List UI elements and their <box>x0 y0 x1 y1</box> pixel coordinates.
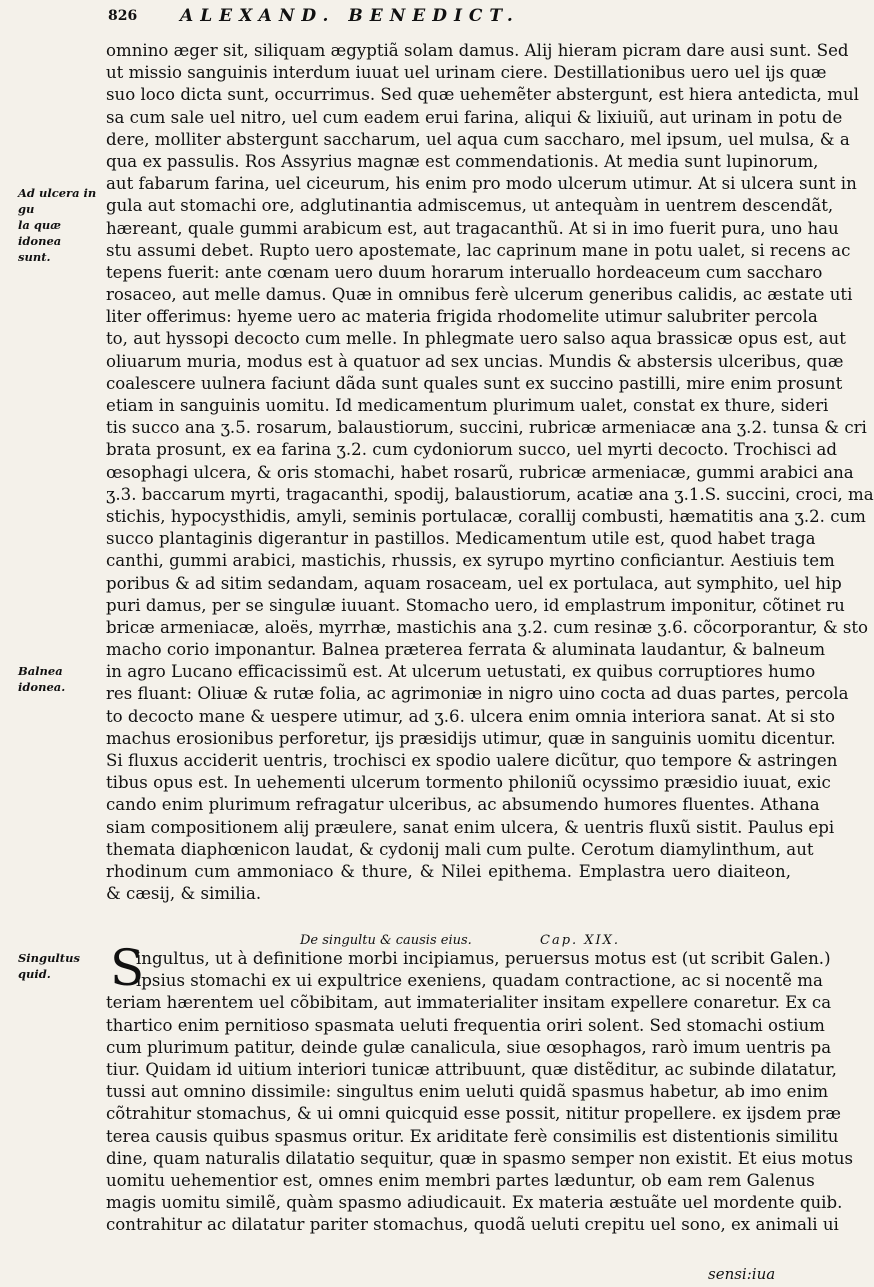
chapter-number: Cap. XIX. <box>540 933 621 948</box>
text-line: rosaceo, aut melle damus. Quæ in omnibus ferè ulcerum generibus calidis, ac æstate uti <box>106 285 853 305</box>
text-line: dine, quam naturalis dilatatio sequitur, quæ in spasmo semper non existit. Et eius motus <box>106 1148 854 1168</box>
text-line: siam compositionem alij præulere, sanat enim ulcera, & uentris fluxũ sistit. Paulus epi <box>106 817 835 837</box>
running-head: ALEXAND. BENEDICT. <box>180 6 520 26</box>
text-line: tis succo ana ʒ.5. rosarum, balaustiorum, succini, rubricæ armeniacæ ana ʒ.2. tunsa & cri <box>106 418 867 438</box>
text-line: contrahitur ac dilatatur pariter stomachus, quodã ueluti crepitu uel sono, ex animali ui <box>106 1215 839 1235</box>
text-line: & cæsij, & similia. <box>106 884 262 904</box>
chapter-title: De singultu & causis eius. <box>300 933 472 948</box>
text-line: Si fluxus acciderit uentris, trochisci ex spodio ualere dicũtur, quo tempore & astringen <box>106 751 838 770</box>
text-line: uomitu uehementior est, omnes enim membri partes læduntur, ob eam rem Galenus <box>106 1170 815 1190</box>
text-line: themata diaphœnicon laudat, & cydonij mali cum pulte. Cerotum diamylinthum, aut <box>106 839 814 859</box>
text-line: oliuarum muria, modus est à quatuor ad sex uncias. Mundis & abstersis ulceribus, quæ <box>106 351 844 371</box>
text-line: suo loco dicta sunt, occurrimus. Sed quæ uehemẽter abstergunt, est hiera antedicta, mul <box>106 85 859 105</box>
text-line: tiur. Quidam id uitium interiori tunicæ attribuunt, quæ distẽditur, ac subinde dilatatur, <box>106 1059 837 1079</box>
drop-cap: S <box>110 939 145 997</box>
text-line: ʒ.3. baccarum myrti, tragacanthi, spodij, balaustiorum, acatiæ ana ʒ.1.S. succini, croci, ma <box>106 484 874 504</box>
text-line: omnino æger sit, siliquam ægyptiã solam damus. Alij hieram picram dare ausi sunt. Sed <box>106 41 849 60</box>
text-line: stu assumi debet. Rupto uero apostemate, lac caprinum mane in potu ualet, si recens ac <box>106 240 851 260</box>
text-line: ingultus, ut à definitione morbi incipiamus, peruersus motus est (ut scribit Galen.) <box>136 949 831 968</box>
text-line: cando enim plurimum refragatur ulceribus, ac absumendo humores fluentes. Athana <box>106 795 820 815</box>
text-line: magis uomitu similẽ, quàm spasmo adiudicauit. Ex materia æstuãte uel mordente quib. <box>106 1193 843 1213</box>
text-line: coalescere uulnera faciunt dãda sunt quales sunt ex succino pastilli, mire enim prosunt <box>106 373 843 393</box>
text-line: puri damus, per se singulæ iuuant. Stomacho uero, id emplastrum imponitur, cõtinet ru <box>106 595 845 615</box>
text-line: ipsius stomachi ex ui expultrice exeniens, quadam contractione, ac si nocentẽ ma <box>136 971 823 991</box>
text-line: aut fabarum farina, uel ciceurum, his enim pro modo ulcerum utimur. At si ulcera sunt in <box>106 174 857 194</box>
text-line: etiam in sanguinis uomitu. Id medicamentum plurimum ualet, constat ex thure, sideri <box>106 396 829 415</box>
margin-note-line: la quæ idonea <box>18 218 62 248</box>
margin-note-balnea: Balnea idonea. <box>18 664 66 694</box>
text-line: teriam hærentem uel cõbibitam, aut immaterialiter insitam expellere conaretur. Ex ca <box>106 993 832 1013</box>
main-text-block <box>106 40 874 905</box>
page-header <box>108 6 798 32</box>
text-line: tepens fuerit: ante cœnam uero duum horarum interuallo hordeaceum cum saccharo <box>106 262 823 282</box>
catchword: sensi:iua <box>708 1265 776 1283</box>
text-line: res fluant: Oliuæ & rutæ folia, ac agrimoniæ in nigro uino cocta ad duas partes, percola <box>106 684 849 704</box>
text-line: sa cum sale uel nitro, uel cum eadem erui farina, aliqui & lixiuiũ, aut urinam in potu de <box>106 107 843 127</box>
text-line: machus erosionibus perforetur, ijs præsidijs utimur, quæ in sanguinis uomitu dicentur. <box>106 728 836 748</box>
text-line: macho corio imponantur. Balnea præterea ferrata & aluminata laudantur, & balneum <box>106 640 826 660</box>
text-line: poribus & ad sitim sedandam, aquam rosaceam, uel ex portulaca, aut symphito, uel hip <box>106 573 842 593</box>
margin-note-ulcera <box>18 185 106 265</box>
text-line: gula aut stomachi ore, adglutinantia admiscemus, ut antequàm in uentrem descendãt, <box>106 196 834 216</box>
text-line: stichis, hypocysthidis, amyli, seminis portulacæ, corallij combusti, hæmatitis ana ʒ.2. cum <box>106 506 866 526</box>
margin-note-singultus: Singultus quid. <box>18 951 80 981</box>
text-line: to decocto mane & uespere utimur, ad ʒ.6. ulcera enim omnia interiora sanat. At si sto <box>106 706 835 726</box>
text-line: in agro Lucano efficacissimũ est. At ulcerum uetustati, ex quibus corruptiores humo <box>106 662 816 682</box>
text-line: canthi, gummi arabici, mastichis, rhussis, ex syrupo myrtino conficiantur. Aestiuis tem <box>106 551 835 571</box>
margin-note-line: Ad ulcera in gu <box>18 186 97 216</box>
text-line: ut missio sanguinis interdum iuuat uel urinam ciere. Destillationibus uero uel ijs quæ <box>106 63 827 83</box>
text-line: œsophagi ulcera, & oris stomachi, habet rosarũ, rubricæ armeniacæ, gummi arabici ana <box>106 462 854 482</box>
text-line: tussi aut omnino dissimile: singultus enim ueluti quidã spasmus habetur, ab imo enim <box>106 1082 829 1102</box>
text-line: qua ex passulis. Ros Assyrius magnæ est commendationis. At media sunt lupinorum, <box>106 151 819 171</box>
chapter-text-block <box>106 948 854 1236</box>
text-line: rhodinum cum ammoniaco & thure, & Nilei epithema. Emplastra uero diaiteon, <box>106 861 791 881</box>
page-number: 826 <box>108 8 138 24</box>
text-line: cõtrahitur stomachus, & ui omni quicquid esse possit, nititur propellere. ex ijsdem præ <box>106 1104 841 1124</box>
text-line: liter offerimus: hyeme uero ac materia frigida rhodomelite utimur salubriter percola <box>106 307 818 327</box>
text-line: to, aut hyssopi decocto cum melle. In phlegmate uero salso aqua brassicæ opus est, aut <box>106 329 846 349</box>
text-line: thartico enim pernitioso spasmata ueluti frequentia oriri solent. Sed stomachi ostium <box>106 1015 825 1035</box>
text-line: terea causis quibus spasmus oritur. Ex ariditate ferè consimilis est distentionis similitu <box>106 1126 839 1146</box>
text-line: brata prosunt, ex ea farina ʒ.2. cum cydoniorum succo, uel myrti decocto. Trochisci ad <box>106 440 837 460</box>
text-line: bricæ armeniacæ, aloës, myrrhæ, mastichis ana ʒ.2. cum resinæ ʒ.6. cõcorporantur, & sto <box>106 617 869 637</box>
text-line: tibus opus est. In uehementi ulcerum tormento philoniũ ocyssimo præsidio iuuat, exic <box>106 773 831 793</box>
text-line: succo plantaginis digerantur in pastillos. Medicamentum utile est, quod habet traga <box>106 529 816 549</box>
margin-note-line: sunt. <box>18 250 51 264</box>
text-line: hæreant, quale gummi arabicum est, aut tragacanthũ. At si in imo fuerit pura, uno hau <box>106 218 839 238</box>
text-line: dere, molliter abstergunt saccharum, uel aqua cum saccharo, mel ipsum, uel mulsa, & a <box>106 129 850 149</box>
text-line: cum plurimum patitur, deinde gulæ canalicula, siue œsophagos, rarò imum uentris pa <box>106 1037 832 1057</box>
